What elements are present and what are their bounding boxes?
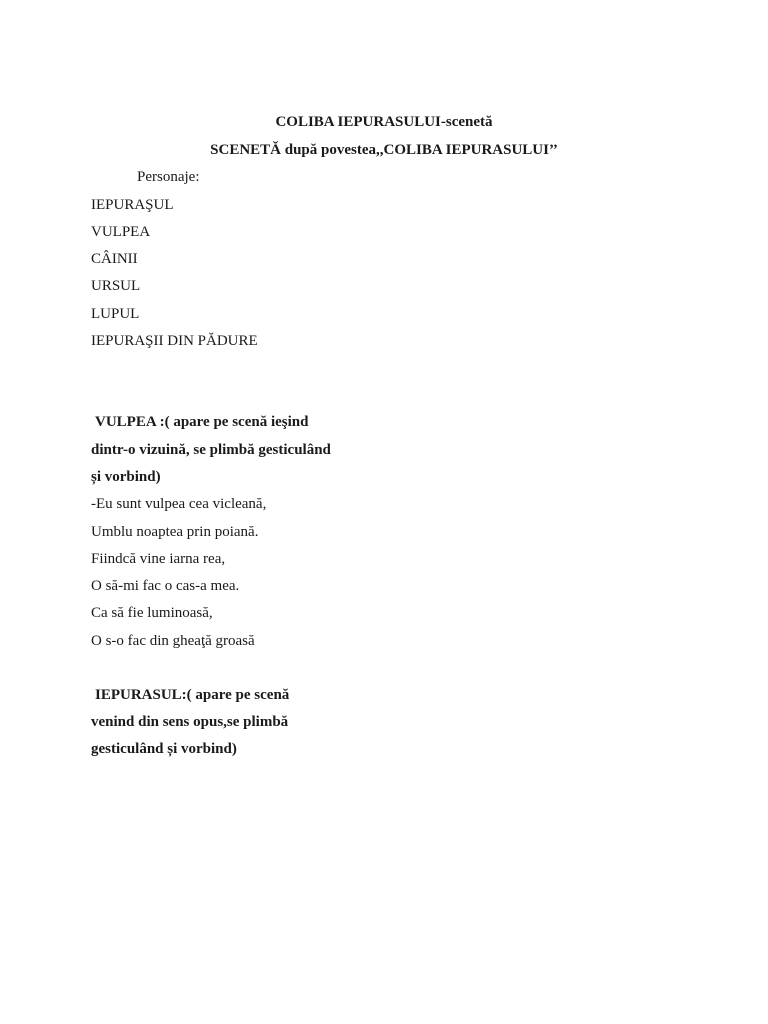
stage-direction: și vorbind): [91, 469, 161, 485]
stage-direction: dintr-o vizuină, se plimbă gesticulând: [91, 442, 331, 458]
character-item: CÂINII: [91, 251, 138, 267]
stage-direction: gesticulând și vorbind): [91, 741, 237, 757]
stage-direction: VULPEA :( apare pe scenă ieşind: [95, 414, 309, 430]
character-item: VULPEA: [91, 224, 151, 240]
character-item: IEPURAŞUL: [91, 197, 174, 213]
dialogue-line: Umblu noaptea prin poiană.: [91, 524, 259, 540]
page-subtitle: SCENETĂ după povestea,,COLIBA IEPURASULUI’’: [210, 142, 558, 158]
dialogue-line: -Eu sunt vulpea cea vicleană,: [91, 496, 267, 512]
characters-heading: Personaje:: [137, 169, 200, 185]
stage-direction: IEPURASUL:( apare pe scenă: [95, 687, 290, 703]
dialogue-line: Fiindcă vine iarna rea,: [91, 551, 226, 567]
dialogue-line: O să-mi fac o cas-a mea.: [91, 578, 240, 594]
character-item: LUPUL: [91, 306, 140, 322]
stage-direction: venind din sens opus,se plimbă: [91, 714, 289, 730]
dialogue-line: O s-o fac din gheaţă groasă: [91, 633, 255, 649]
page-title: COLIBA IEPURASULUI-scenetă: [275, 114, 493, 130]
character-item: URSUL: [91, 278, 141, 294]
character-item: IEPURAŞII DIN PĂDURE: [91, 333, 258, 349]
dialogue-line: Ca să fie luminoasă,: [91, 605, 213, 621]
